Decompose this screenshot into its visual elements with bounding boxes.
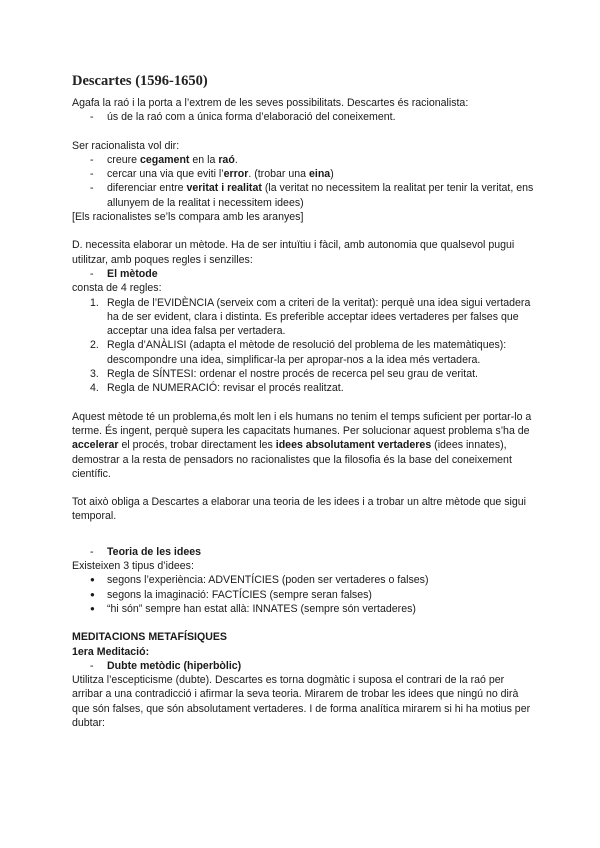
doubt-heading: - Dubte metòdic (hiperbòlic) [72, 659, 534, 673]
rule-item-1: 1. Regla de l’EVIDÈNCIA (serveix com a criteri de la veritat): perquè una idea sigui vertadera ha de ser evident, clara i distinta. Es preferible acceptar idees vertaderes per falses que acceptar una idea falsa per vertadera. [90, 296, 531, 338]
meditations-heading: MEDITACIONS METAFÍSIQUES [72, 631, 227, 644]
document-body [72, 72, 534, 730]
doubt-paragraph: Utilitza l’escepticisme (dubte). Descartes es torna dogmàtic i suposa el contrari de la raó per arribar a una contradicció i afirmar la seva teoria. Mirarem de trobar les idees que ningú no dirà que són falses, que són absolutament vertaderes. I de forma analítica mirarem si hi ha motius per dubtar: [72, 674, 531, 729]
method-heading: - El mètode [72, 267, 534, 281]
intro-text: Agafa la raó i la porta a l’extrem de les seves possibilitats. Descartes és racionalista: [72, 97, 469, 109]
page-title: Descartes (1596-1650) [72, 73, 208, 89]
method-subheading: consta de 4 regles: [72, 282, 162, 295]
idea-item-3: ● “hi són” sempre han estat allà: INNATES (sempre són vertaderes) [72, 602, 534, 616]
rationalist-item-1: - creure cegament en la raó. [72, 153, 534, 167]
meditation-1-heading: 1era Meditació: [72, 645, 150, 658]
rationalist-heading: Ser racionalista vol dir: [72, 139, 180, 152]
rule-item-3: 3. Regla de SÍNTESI: ordenar el nostre procés de recerca pel seu grau de veritat. [90, 368, 478, 381]
rule-item-2: 2. Regla d’ANÀLISI (adapta el mètode de resolució del problema de les matemàtiques): descompondre una idea, simplificar-la per apropar-nos a la idea més vertadera. [90, 339, 507, 366]
rationalist-item-3: - diferenciar entre veritat i realitat (la veritat no necessitem la realitat per tenir la veritat, ens allunyem de la realitat i necessitem idees) [72, 181, 534, 210]
idea-item-1: ● segons l’experiència: ADVENTÍCIES (poden ser vertaderes o falses) [72, 573, 534, 587]
intro-list-item: - ús de la raó com a única forma d’elaboració del coneixement. [72, 110, 534, 124]
ideas-subheading: Existeixen 3 tipus d’idees: [72, 560, 194, 573]
rationalist-item-2: - cercar una via que eviti l’error. (trobar una eina) [72, 167, 534, 181]
rule-item-4: 4. Regla de NUMERACIÓ: revisar el procés realitzat. [90, 382, 344, 395]
ideas-heading: - Teoria de les idees [72, 545, 534, 559]
temporal-paragraph: Tot això obliga a Descartes a elaborar una teoria de les idees i a trobar un altre mètode que sigui temporal. [72, 496, 527, 523]
method-intro: D. necessita elaborar un mètode. Ha de ser intuïtiu i fàcil, amb autonomia que qualsevol pugui utilitzar, amb poques regles i senzilles: [72, 239, 515, 266]
rationalist-note: [Els racionalistes se’ls compara amb les aranyes] [72, 211, 304, 224]
idea-item-2: ● segons la imaginació: FACTÍCIES (sempre seran falses) [72, 588, 534, 602]
problem-paragraph: Aquest mètode té un problema,és molt len i els humans no tenim el temps suficient per portar-lo a terme. És ingent, perquè supera les capacitats humanes. Per solucionar aquest problema s’ha de accelerar el procés, trobar directament les idees absolutament vertaderes (idees innates), demostrar a la resta de pensadors no racionalistes que la filosofia és la base del coneixement científic. [72, 410, 532, 480]
